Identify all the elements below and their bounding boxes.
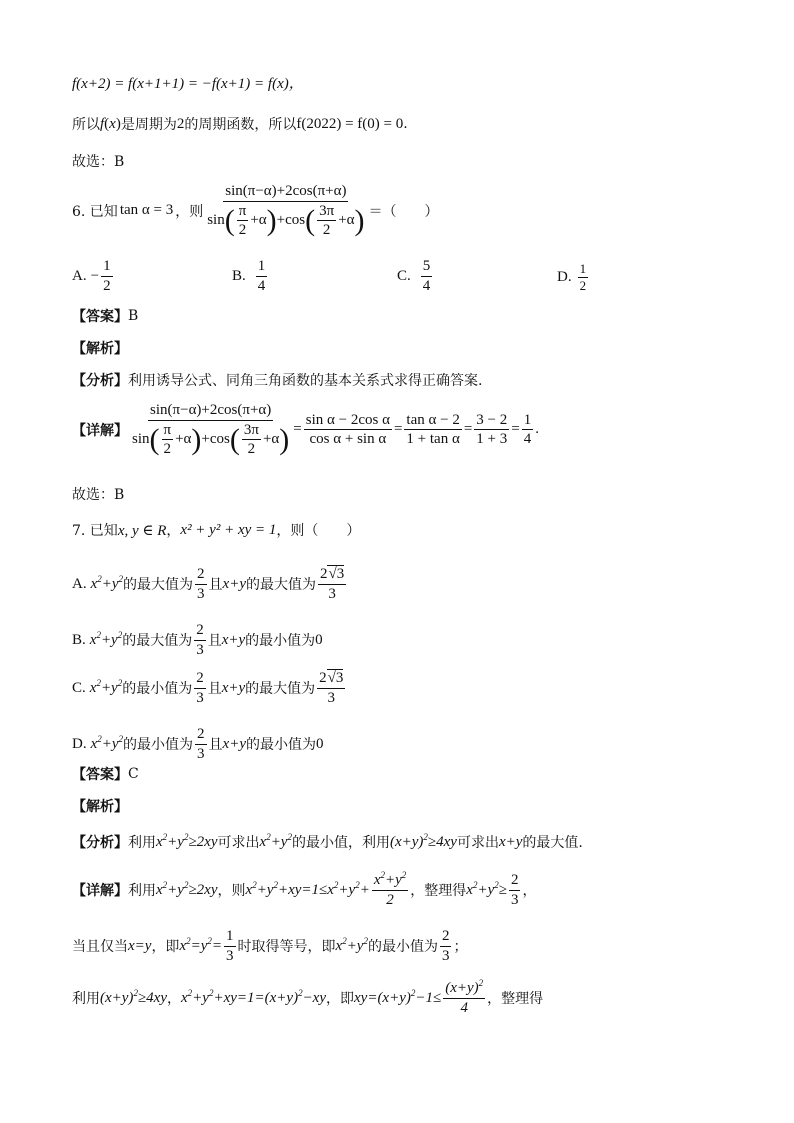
detail-fraction-2: $\frac{\text{sin α − 2cos α}}{\text{cos α + sin α}}$ [305, 411, 390, 448]
answer-tag: 【答案】 [72, 309, 128, 325]
q7-option-d: D. $x^2+y^2$ 的最小值为 $\frac{2}{3}$ 且 x+y 的最小值为 0 [72, 726, 324, 762]
q7-detail: 【详解】 利用 $x^2+y^2\ge 2xy$ ，则 $x^2+y^2+xy=1\le x^2+y^2+$ $\frac{x^2+y^2}{2}$ ，整理得 $x^2+y^2\ge$ $\frac{2}{3}$ ， [72, 870, 537, 908]
period-conclusion: 所以 f(x) 是周期为 2 的周期函数，所以 f(2022) = f(0) = 0 . [72, 115, 408, 133]
condition-equation: x² + y² + xy = 1 [180, 521, 277, 538]
answer-value: C [128, 766, 139, 782]
analysis-tag: 【解析】 [72, 341, 128, 357]
answer-value: B [128, 308, 139, 324]
q6-choose [72, 484, 124, 504]
q6-analysis-tag [72, 338, 128, 358]
text: . [403, 116, 408, 132]
option-a: A. − $\frac{1}{2}$ [72, 258, 111, 294]
fraction-numerator: sin(π−α)+2cos(π+α) [223, 183, 348, 202]
math-text: f(x+2) = f(x+1+1) = −f(x+1) = f(x)， [72, 76, 304, 92]
question-6 [72, 183, 439, 239]
q6-detail: 【详解】 sin(π−α)+2cos(π+α) sin ( $\frac{\pi}{2}$ +α ) +cos ( $\frac{3\pi}{2}$ +α ) = $\frac{\text{sin α − 2cos α}}{\text{cos α + sin α}}$ = $\frac{\text{tan α − 2}}{\text{1 + tan α}}$ = $\frac{3 - 2}{1 + 3}$ = $\frac{1}{4}$ . [72, 402, 539, 457]
detail-fraction-5: $\frac{1}{4}$ [523, 411, 532, 448]
choose-text: 故选：B [72, 154, 125, 170]
blank: ＝（ ） [368, 203, 439, 220]
detail-fraction-4: $\frac{3 - 2}{1 + 3}$ [476, 411, 508, 448]
q6-fenxi [72, 370, 482, 390]
math-value: f(2022) = f(0) = 0 [296, 115, 404, 132]
text: ，则 [175, 203, 204, 220]
q7-option-b: B. $x^2+y^2$ 的最大值为 $\frac{2}{3}$ 且 x+y 的最小值为 0 [72, 622, 323, 658]
q7-last: 利用 $(x+y)^2\ge 4xy$ ， $x^2+y^2+xy=1=(x+y)^2-xy$ ，即 $xy=(x+y)^2-1\le$ $\frac{(x+y)^2}{4}$ ，整理得 [72, 978, 544, 1016]
option-d: D. $\frac{1}{2}$ [557, 261, 587, 294]
detail-tag: 【详解】 [72, 422, 128, 439]
q7-equality: 当且仅当 x=y ，即 $x^2=y^2=$ $\frac{1}{3}$ 时取得等号，即 $x^2+y^2$ 的最小值为 $\frac{2}{3}$ ； [72, 928, 468, 964]
fenxi-text: 利用诱导公式、同角三角函数的基本关系式求得正确答案. [128, 373, 483, 389]
equation-periodicity [72, 72, 304, 93]
text: 所以 [72, 117, 100, 133]
condition-domain: x, y ∈ R [117, 522, 167, 539]
q7-option-c: C. $x^2+y^2$ 的最小值为 $\frac{2}{3}$ 且 x+y 的最大值为 $\frac{2√3}{3}$ [72, 670, 344, 706]
detail-fraction-3: $\frac{\text{tan α − 2}}{\text{1 + tan α}}$ [406, 411, 460, 448]
question-number: 6. 已知 [72, 203, 118, 220]
period-value: 2 [176, 115, 185, 132]
q7-answer: 【答案】 C [72, 766, 139, 783]
choose-text: 故选：B [72, 487, 125, 503]
question-7: 7. 已知 x, y ∈ R ， x² + y² + xy = 1 ，则（ ） [72, 521, 361, 539]
option-c: C. $\frac{5}{4}$ [397, 258, 431, 294]
text: 的周期函数，所以 [184, 117, 297, 133]
text: 是周期为 [120, 117, 177, 133]
question-fraction [205, 183, 366, 239]
fraction-denominator: sin ( $\frac{\pi}{2}$ +α ) +cos ( $\frac{3\pi}{2}$ +α ) [207, 202, 365, 238]
detail-fraction-1: sin(π−α)+2cos(π+α) sin ( $\frac{\pi}{2}$ +α ) +cos ( $\frac{3\pi}{2}$ +α ) [132, 402, 290, 457]
q7-fenxi: 【分析】 利用 $x^2+y^2\ge 2xy$ 可求出 $x^2+y^2$ 的最小值，利用 $(x+y)^2\ge 4xy$ 可求出 x+y 的最大值. [72, 831, 583, 851]
q6-answer [72, 306, 138, 326]
q7-option-a: A. $x^2+y^2$ 的最大值为 $\frac{2}{3}$ 且 x+y 的最大值为 $\frac{2√3}{3}$ [72, 566, 345, 602]
condition: tan α = 3 [119, 202, 174, 219]
q7-analysis-tag: 【解析】 [72, 799, 128, 815]
fenxi-tag: 【分析】 [72, 373, 128, 389]
choose-line-1 [72, 151, 124, 171]
option-b: B. $\frac{1}{4}$ [232, 258, 266, 294]
